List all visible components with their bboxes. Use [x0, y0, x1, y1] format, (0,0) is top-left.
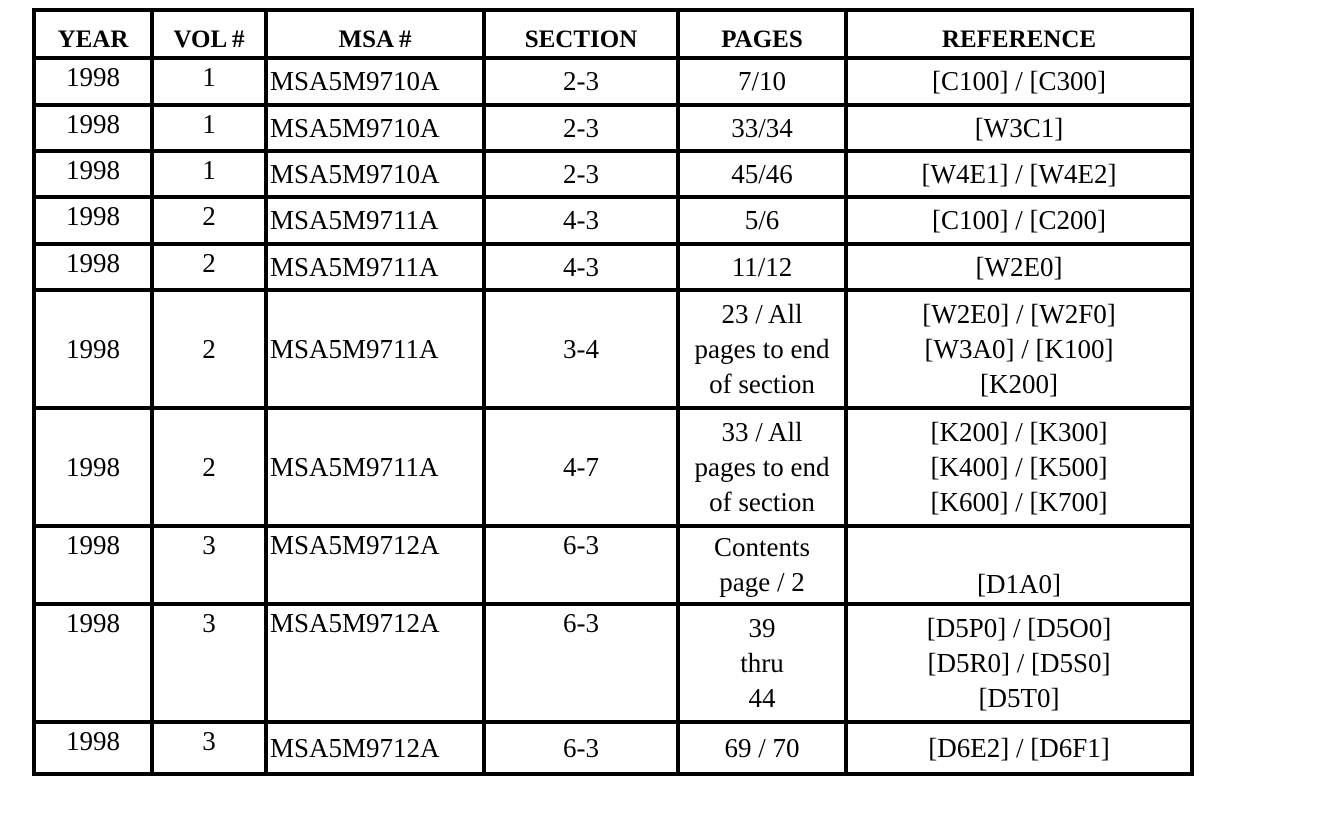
- table-row: [34, 105, 1192, 151]
- vol-cell: 3: [152, 604, 266, 722]
- pages-line: 44: [748, 682, 776, 713]
- pages-line: 5/6: [744, 205, 780, 235]
- table-row: [34, 290, 1192, 408]
- pages-cell: [678, 197, 846, 244]
- pages-line: page / 2: [719, 567, 805, 597]
- year-cell: 1998: [34, 105, 152, 151]
- pages-cell: [678, 408, 846, 526]
- section-cell: 4-3: [484, 197, 678, 244]
- pages-line: pages to end: [694, 333, 830, 364]
- reference-line: [W2E0] / [W2F0]: [922, 298, 1116, 329]
- reference-line: [C100] / [C200]: [932, 205, 1106, 235]
- pages-line: 7/10: [737, 66, 786, 96]
- table-row: [34, 722, 1192, 774]
- header-vol: VOL #: [152, 10, 266, 58]
- vol-cell: 2: [152, 197, 266, 244]
- reference-line: [K200] / [K300]: [930, 416, 1108, 447]
- msa-cell: MSA5M9711A: [266, 244, 484, 290]
- year-cell: 1998: [34, 408, 152, 526]
- msa-cell: MSA5M9711A: [266, 408, 484, 526]
- header-row: [34, 10, 1192, 58]
- msa-reference-table: [32, 8, 1194, 776]
- pages-line: 23 / All: [721, 298, 803, 329]
- section-cell: 3-4: [484, 290, 678, 408]
- pages-line: of section: [709, 486, 815, 517]
- reference-line: [D5P0] / [D5O0]: [926, 612, 1112, 643]
- table-row: [34, 244, 1192, 290]
- reference-line: [K400] / [K500]: [930, 451, 1108, 482]
- reference-line: [W3A0] / [K100]: [924, 333, 1114, 364]
- pages-line: pages to end: [694, 451, 830, 482]
- reference-line: [D5R0] / [D5S0]: [927, 647, 1111, 678]
- year-cell: 1998: [34, 58, 152, 105]
- pages-line: of section: [709, 368, 815, 399]
- pages-line: 11/12: [731, 251, 793, 282]
- vol-cell: 1: [152, 58, 266, 105]
- header-section: SECTION: [484, 10, 678, 58]
- reference-line: [D6E2] / [D6F1]: [928, 732, 1110, 763]
- pages-cell: [678, 290, 846, 408]
- msa-cell: MSA5M9710A: [266, 105, 484, 151]
- reference-cell: [846, 604, 1192, 722]
- year-cell: 1998: [34, 151, 152, 197]
- vol-cell: 3: [152, 526, 266, 604]
- table-row: [34, 58, 1192, 105]
- section-cell: 4-7: [484, 408, 678, 526]
- year-cell: 1998: [34, 722, 152, 774]
- section-cell: 4-3: [484, 244, 678, 290]
- pages-line: 45/46: [731, 158, 793, 189]
- pages-cell: [678, 105, 846, 151]
- reference-cell: [846, 105, 1192, 151]
- pages-line: thru: [740, 647, 784, 678]
- reference-line: [W2E0]: [975, 251, 1063, 282]
- vol-cell: 2: [152, 290, 266, 408]
- reference-line: [W3C1]: [974, 112, 1064, 143]
- vol-cell: 2: [152, 408, 266, 526]
- vol-cell: 1: [152, 151, 266, 197]
- year-cell: 1998: [34, 604, 152, 722]
- reference-cell: [846, 58, 1192, 105]
- table-row: [34, 151, 1192, 197]
- section-cell: 6-3: [484, 604, 678, 722]
- msa-cell: MSA5M9712A: [266, 722, 484, 774]
- table-row: [34, 408, 1192, 526]
- pages-line: 69 / 70: [724, 732, 800, 763]
- vol-cell: 1: [152, 105, 266, 151]
- section-cell: 2-3: [484, 151, 678, 197]
- header-pages: PAGES: [678, 10, 846, 58]
- reference-cell: [846, 244, 1192, 290]
- year-cell: 1998: [34, 197, 152, 244]
- section-cell: 2-3: [484, 105, 678, 151]
- table-row: [34, 526, 1192, 604]
- reference-line: [D5T0]: [978, 682, 1060, 713]
- pages-cell: [678, 244, 846, 290]
- pages-line: 33 / All: [721, 416, 803, 447]
- msa-cell: MSA5M9710A: [266, 151, 484, 197]
- reference-cell: [846, 197, 1192, 244]
- reference-cell: [846, 408, 1192, 526]
- pages-line: Contents: [713, 532, 810, 562]
- reference-cell: [846, 722, 1192, 774]
- header-year: YEAR: [34, 10, 152, 58]
- reference-cell: [846, 151, 1192, 197]
- pages-line: 33/34: [731, 112, 793, 143]
- pages-cell: [678, 151, 846, 197]
- reference-cell: [846, 290, 1192, 408]
- year-cell: 1998: [34, 290, 152, 408]
- year-cell: 1998: [34, 526, 152, 604]
- pages-cell: [678, 722, 846, 774]
- section-cell: 6-3: [484, 526, 678, 604]
- reference-line: [K600] / [K700]: [930, 486, 1108, 517]
- msa-cell: MSA5M9711A: [266, 197, 484, 244]
- msa-cell: MSA5M9711A: [266, 290, 484, 408]
- pages-cell: [678, 526, 846, 604]
- reference-line: [C100] / [C300]: [932, 66, 1106, 96]
- section-cell: 2-3: [484, 58, 678, 105]
- vol-cell: 2: [152, 244, 266, 290]
- table-row: [34, 197, 1192, 244]
- pages-cell: [678, 604, 846, 722]
- year-cell: 1998: [34, 244, 152, 290]
- reference-line: [D1A0]: [977, 569, 1061, 599]
- msa-cell: MSA5M9712A: [266, 526, 484, 604]
- section-cell: 6-3: [484, 722, 678, 774]
- reference-line: [W4E1] / [W4E2]: [921, 158, 1117, 189]
- msa-cell: MSA5M9712A: [266, 604, 484, 722]
- reference-cell: [846, 526, 1192, 604]
- header-msa: MSA #: [266, 10, 484, 58]
- vol-cell: 3: [152, 722, 266, 774]
- pages-line: 39: [748, 612, 776, 643]
- reference-line: [K200]: [980, 368, 1058, 399]
- table-row: [34, 604, 1192, 722]
- header-reference: REFERENCE: [846, 10, 1192, 58]
- msa-cell: MSA5M9710A: [266, 58, 484, 105]
- pages-cell: [678, 58, 846, 105]
